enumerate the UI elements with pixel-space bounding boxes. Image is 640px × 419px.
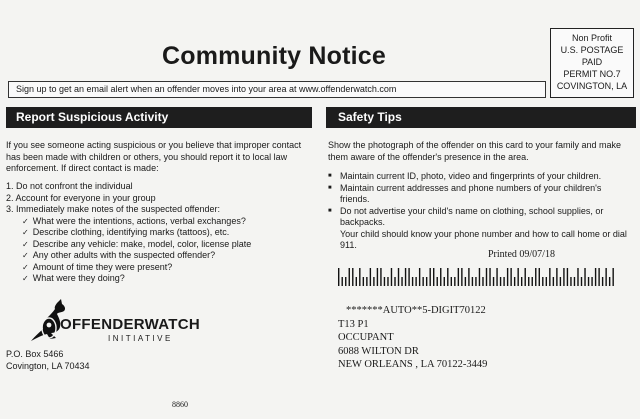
- address-line: OCCUPANT: [338, 332, 394, 343]
- barcode-bar: [532, 277, 533, 286]
- barcode-bar: [444, 277, 445, 286]
- barcode-bar: [458, 268, 459, 286]
- barcode-bar: [408, 268, 409, 286]
- list-subitem: ✓ Any other adults with the suspected offender?: [6, 250, 316, 262]
- barcode-bar: [345, 277, 346, 286]
- barcode-bar: [489, 268, 490, 286]
- address-line: P.O. Box 5466: [6, 349, 64, 359]
- barcode-bar: [595, 268, 596, 286]
- list-item: 1. Do not confront the individual: [6, 181, 133, 191]
- barcode-bar: [521, 277, 522, 286]
- barcode-bar: [433, 268, 434, 286]
- barcode-bar: [584, 268, 585, 286]
- barcode-bar: [507, 268, 508, 286]
- barcode-bar: [401, 277, 402, 286]
- barcode-bar: [415, 277, 416, 286]
- barcode-bar: [363, 277, 364, 286]
- barcode-bar: [366, 277, 367, 286]
- barcode-bar: [384, 277, 385, 286]
- barcode-bar: [598, 268, 599, 286]
- barcode-bar: [612, 268, 613, 286]
- report-intro: If you see someone acting suspicious or you believe that improper contact has been made with children or others, you should report it to local law enforcement. If direct contact is made:: [6, 140, 302, 173]
- barcode-bar: [482, 277, 483, 286]
- barcode-bar: [493, 277, 494, 286]
- barcode-bar: [546, 277, 547, 286]
- barcode-bar: [588, 277, 589, 286]
- barcode-bar: [380, 268, 381, 286]
- printed-date: Printed 09/07/18: [488, 249, 555, 260]
- address-line: NEW ORLEANS , LA 70122-3449: [338, 359, 488, 370]
- barcode-bar: [560, 277, 561, 286]
- barcode-bar: [394, 277, 395, 286]
- barcode-bar: [570, 277, 571, 286]
- barcode-bar: [356, 277, 357, 286]
- barcode-bar: [581, 277, 582, 286]
- address-line: T13 P1: [338, 318, 369, 330]
- barcode-bar: [422, 277, 423, 286]
- barcode-bar: [503, 277, 504, 286]
- postage-line: PERMIT NO.7: [563, 69, 621, 79]
- barcode-bar: [542, 277, 543, 286]
- barcode-bar: [338, 268, 339, 286]
- barcode-bar: [373, 277, 374, 286]
- list-item: ■ Maintain current addresses and phone numbers of your children's friends.: [328, 183, 633, 206]
- barcode-bar: [528, 277, 529, 286]
- barcode-bar: [454, 277, 455, 286]
- barcode-bar: [475, 277, 476, 286]
- list-item: Your child should know your phone number and how to call home or dial 911.: [340, 228, 627, 250]
- postal-barcode: [338, 268, 616, 286]
- barcode-bar: [377, 268, 378, 286]
- barcode-bar: [496, 268, 497, 286]
- barcode-bar: [486, 268, 487, 286]
- barcode-bar: [525, 268, 526, 286]
- barcode-bar: [405, 268, 406, 286]
- footer-code: 8860: [172, 400, 188, 409]
- barcode-bar: [553, 277, 554, 286]
- postage-indicia: [550, 28, 634, 98]
- logo-name: OFFENDERWATCH: [60, 316, 201, 333]
- barcode-bar: [426, 277, 427, 286]
- return-address: [6, 348, 90, 372]
- barcode-bar: [567, 268, 568, 286]
- barcode-bar: [370, 268, 371, 286]
- report-list: [6, 181, 316, 285]
- list-item: ■ Do not advertise your child's name on clothing, school supplies, or backpacks.: [328, 206, 633, 229]
- barcode-bar: [429, 268, 430, 286]
- barcode-bar: [440, 268, 441, 286]
- barcode-bar: [510, 268, 511, 286]
- barcode-bar: [398, 268, 399, 286]
- barcode-bar: [609, 277, 610, 286]
- list-subitem: ✓ Describe any vehicle: make, model, color, license plate: [6, 239, 316, 251]
- address-line: 6088 WILTON DR: [338, 345, 419, 357]
- barcode-bar: [605, 268, 606, 286]
- barcode-bar: [387, 277, 388, 286]
- barcode-bar: [451, 277, 452, 286]
- barcode-bar: [391, 268, 392, 286]
- barcode-bar: [517, 268, 518, 286]
- report-header: Report Suspicious Activity: [6, 107, 312, 128]
- barcode-bar: [479, 268, 480, 286]
- address-line: Covington, LA 70434: [6, 361, 90, 371]
- barcode-bar: [468, 268, 469, 286]
- barcode-bar: [535, 268, 536, 286]
- barcode-bar: [574, 277, 575, 286]
- list-item: ■ Maintain current ID, photo, video and fingerprints of your children.: [328, 171, 633, 183]
- barcode-bar: [577, 268, 578, 286]
- barcode-bar: [342, 277, 343, 286]
- barcode-bar: [514, 277, 515, 286]
- list-subitem: ✓ Describe clothing, identifying marks (tattoos), etc.: [6, 227, 316, 239]
- postage-line: Non Profit: [571, 33, 613, 43]
- list-subitem: ✓ What were the intentions, actions, verbal exchanges?: [6, 216, 316, 228]
- barcode-bar: [556, 268, 557, 286]
- barcode-bar: [349, 268, 350, 286]
- barcode-bar: [412, 277, 413, 286]
- list-subitem: ✓ Amount of time they were present?: [6, 262, 316, 274]
- barcode-bar: [549, 268, 550, 286]
- barcode-bar: [472, 277, 473, 286]
- barcode-bar: [602, 277, 603, 286]
- logo-subtitle: INITIATIVE: [108, 334, 173, 343]
- address-line: *******AUTO**5-DIGIT70122: [346, 305, 486, 316]
- barcode-bar: [539, 268, 540, 286]
- list-subitem: ✓ What were they doing?: [6, 273, 316, 285]
- page-title: Community Notice: [161, 42, 387, 70]
- mailing-address: [338, 304, 628, 372]
- list-item: 2. Account for everyone in your group: [6, 192, 156, 203]
- postage-line: PAID: [581, 57, 603, 67]
- barcode-bar: [563, 268, 564, 286]
- postage-line: COVINGTON, LA: [556, 81, 628, 91]
- barcode-bar: [447, 268, 448, 286]
- barcode-bar: [352, 268, 353, 286]
- barcode-bar: [461, 268, 462, 286]
- barcode-bar: [465, 277, 466, 286]
- list-item: 3. Immediately make notes of the suspected offender:: [6, 204, 220, 214]
- offenderwatch-logo: [28, 298, 258, 342]
- safety-list: [328, 171, 633, 252]
- safety-intro: Show the photograph of the offender on this card to your family and make them aware of the offender's presence in the area.: [328, 140, 622, 162]
- postage-line: U.S. POSTAGE: [560, 45, 624, 55]
- barcode-bar: [500, 277, 501, 286]
- barcode-bar: [591, 277, 592, 286]
- safety-tips-header: Safety Tips: [326, 107, 636, 128]
- barcode-bar: [359, 268, 360, 286]
- barcode-bar: [419, 268, 420, 286]
- barcode-bar: [437, 277, 438, 286]
- signup-banner: Sign up to get an email alert when an offender moves into your area at www.offenderwatch.com: [8, 81, 546, 98]
